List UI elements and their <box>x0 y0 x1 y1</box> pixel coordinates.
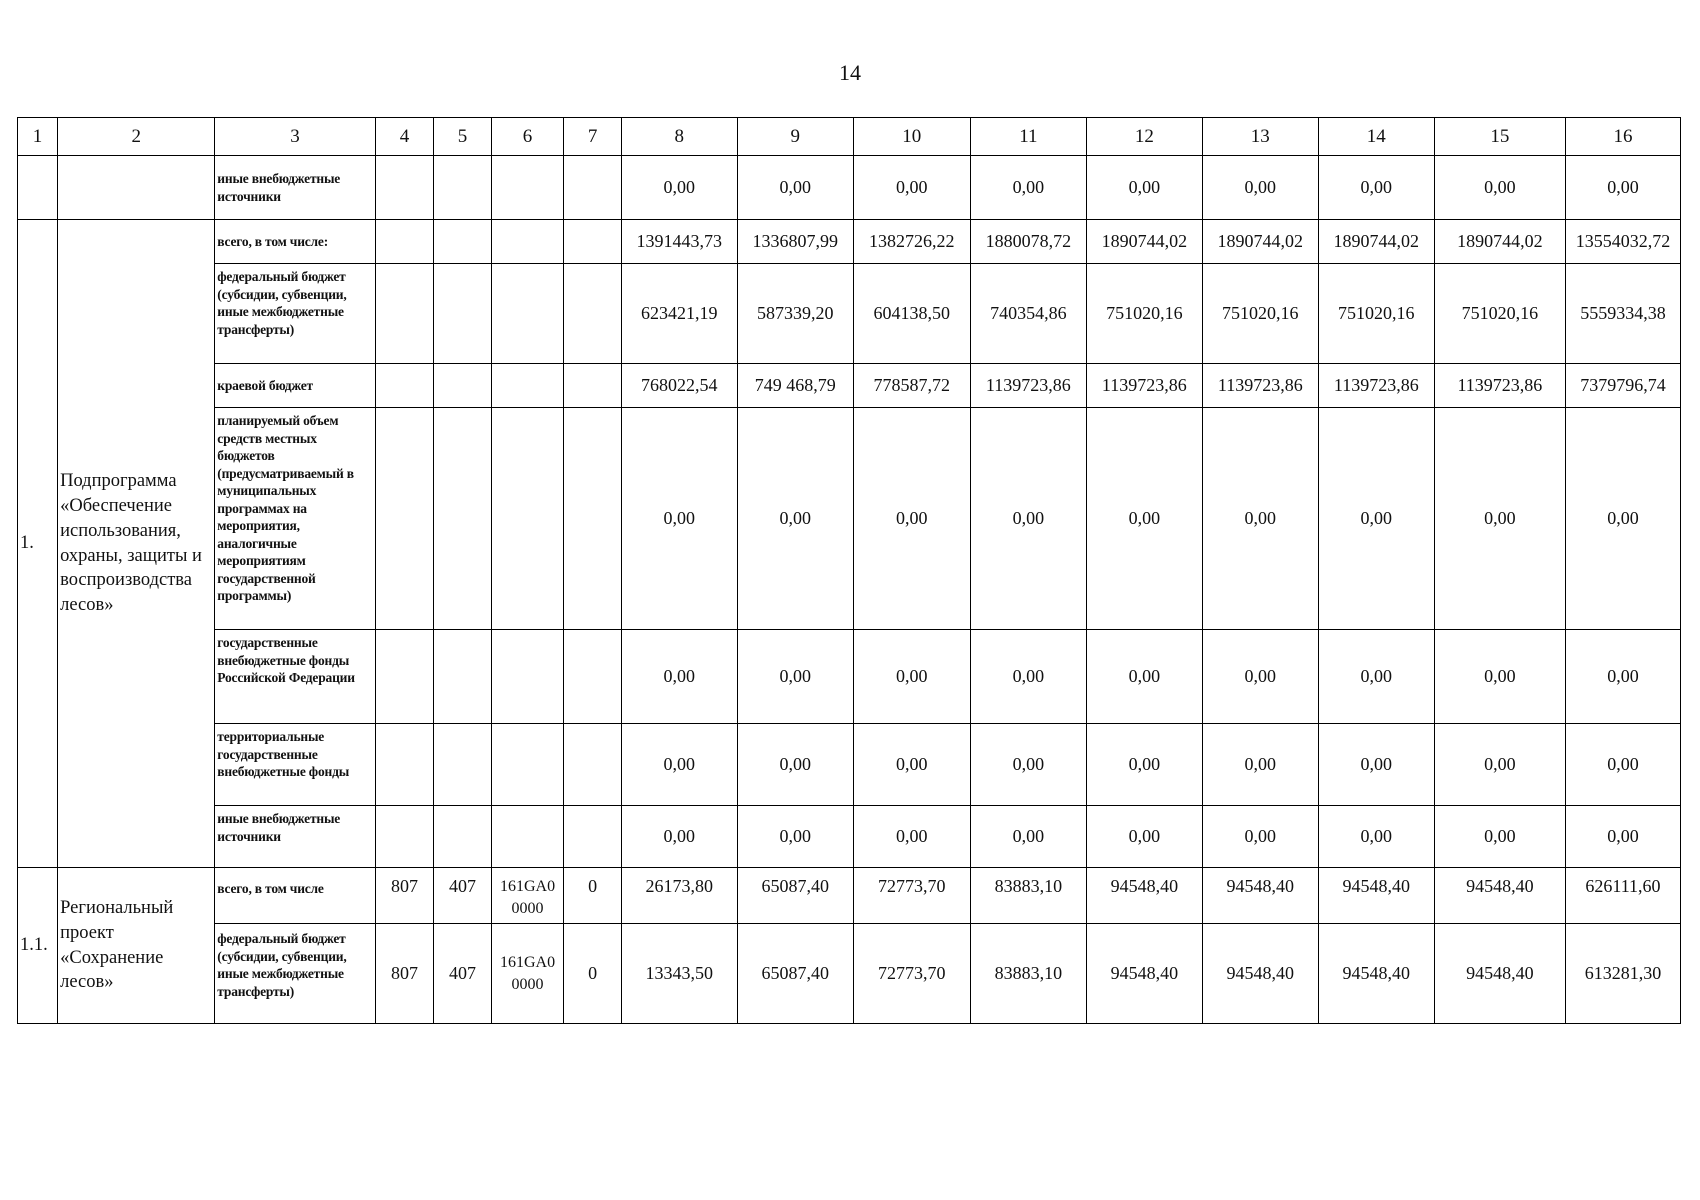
table-row <box>18 156 1681 220</box>
value-cell: 1139723,86 <box>1086 364 1202 408</box>
empty-cell <box>564 630 621 724</box>
code-cell: 407 <box>434 924 491 1024</box>
empty-cell <box>491 156 564 220</box>
value-cell: 13554032,72 <box>1565 220 1680 264</box>
value-cell: 1890744,02 <box>1086 220 1202 264</box>
value-cell: 0,00 <box>1434 408 1565 630</box>
table-row <box>18 408 1681 630</box>
empty-cell <box>564 156 621 220</box>
empty-cell <box>434 220 491 264</box>
value-cell: 778587,72 <box>853 364 970 408</box>
funding-source: краевой бюджет <box>215 364 375 408</box>
empty-cell <box>491 806 564 868</box>
value-cell: 94548,40 <box>1318 924 1434 1024</box>
value-cell: 94548,40 <box>1318 868 1434 924</box>
col-header: 12 <box>1086 118 1202 156</box>
row-index: 1. <box>18 220 58 868</box>
col-header: 14 <box>1318 118 1434 156</box>
value-cell: 0,00 <box>1434 630 1565 724</box>
value-cell: 0,00 <box>853 806 970 868</box>
code-cell: 161GA0 0000 <box>491 924 564 1024</box>
empty-cell <box>434 724 491 806</box>
value-cell: 0,00 <box>1318 630 1434 724</box>
code-cell: 161GA0 0000 <box>491 868 564 924</box>
value-cell: 83883,10 <box>970 868 1086 924</box>
value-cell: 0,00 <box>1318 408 1434 630</box>
empty-cell <box>434 264 491 364</box>
value-cell: 604138,50 <box>853 264 970 364</box>
value-cell: 0,00 <box>970 408 1086 630</box>
value-cell: 0,00 <box>853 156 970 220</box>
table-row <box>18 364 1681 408</box>
value-cell: 0,00 <box>1086 630 1202 724</box>
col-header: 1 <box>18 118 58 156</box>
empty-cell <box>491 408 564 630</box>
value-cell: 0,00 <box>853 724 970 806</box>
empty-cell <box>375 364 434 408</box>
value-cell: 94548,40 <box>1086 924 1202 1024</box>
empty-cell <box>491 364 564 408</box>
col-header: 8 <box>621 118 737 156</box>
value-cell: 5559334,38 <box>1565 264 1680 364</box>
value-cell: 1890744,02 <box>1318 220 1434 264</box>
col-header: 10 <box>853 118 970 156</box>
value-cell: 0,00 <box>1318 724 1434 806</box>
col-header: 7 <box>564 118 621 156</box>
col-header: 9 <box>737 118 853 156</box>
value-cell: 0,00 <box>1318 806 1434 868</box>
code-cell: 407 <box>434 868 491 924</box>
value-cell: 0,00 <box>621 630 737 724</box>
value-cell: 1139723,86 <box>1434 364 1565 408</box>
empty-cell <box>375 724 434 806</box>
value-cell: 0,00 <box>853 630 970 724</box>
value-cell: 0,00 <box>621 724 737 806</box>
empty-cell <box>491 264 564 364</box>
empty-cell <box>375 408 434 630</box>
value-cell: 0,00 <box>737 156 853 220</box>
value-cell: 626111,60 <box>1565 868 1680 924</box>
value-cell: 0,00 <box>1565 630 1680 724</box>
value-cell: 751020,16 <box>1086 264 1202 364</box>
value-cell: 751020,16 <box>1202 264 1318 364</box>
funding-source: федеральный бюджет (субсидии, субвенции, иные межбюджетные трансферты) <box>215 264 375 364</box>
value-cell: 751020,16 <box>1434 264 1565 364</box>
value-cell: 0,00 <box>970 630 1086 724</box>
value-cell: 26173,80 <box>621 868 737 924</box>
value-cell: 1139723,86 <box>970 364 1086 408</box>
empty-cell <box>564 408 621 630</box>
empty-cell <box>564 364 621 408</box>
value-cell: 1336807,99 <box>737 220 853 264</box>
value-cell: 1391443,73 <box>621 220 737 264</box>
value-cell: 0,00 <box>1202 806 1318 868</box>
value-cell: 0,00 <box>853 408 970 630</box>
code-cell: 807 <box>375 924 434 1024</box>
value-cell: 749 468,79 <box>737 364 853 408</box>
program-name: Подпрограмма «Обеспечение использования, охраны, защиты и воспроизводства лесов» <box>58 220 215 868</box>
col-header: 4 <box>375 118 434 156</box>
empty-cell <box>434 806 491 868</box>
column-header-row <box>18 118 1681 156</box>
col-header: 16 <box>1565 118 1680 156</box>
budget-table <box>17 117 1681 1024</box>
value-cell: 0,00 <box>1434 724 1565 806</box>
col-header: 13 <box>1202 118 1318 156</box>
value-cell: 13343,50 <box>621 924 737 1024</box>
value-cell: 0,00 <box>1086 156 1202 220</box>
value-cell: 0,00 <box>1434 806 1565 868</box>
value-cell: 0,00 <box>1202 724 1318 806</box>
funding-source: всего, в том числе <box>215 868 375 924</box>
funding-source: территориальные государственные внебюджетные фонды <box>215 724 375 806</box>
value-cell: 0,00 <box>970 806 1086 868</box>
funding-source: планируемый объем средств местных бюджетов (предусматриваемый в муниципальных программах на мероприятия, аналогичные мероприятиям государственной программы) <box>215 408 375 630</box>
funding-source: федеральный бюджет (субсидии, субвенции, иные межбюджетные трансферты) <box>215 924 375 1024</box>
value-cell: 0,00 <box>1434 156 1565 220</box>
value-cell: 0,00 <box>621 156 737 220</box>
value-cell: 1139723,86 <box>1318 364 1434 408</box>
value-cell: 94548,40 <box>1434 868 1565 924</box>
value-cell: 751020,16 <box>1318 264 1434 364</box>
value-cell: 0,00 <box>1202 156 1318 220</box>
value-cell: 94548,40 <box>1202 868 1318 924</box>
col-header: 3 <box>215 118 375 156</box>
value-cell: 613281,30 <box>1565 924 1680 1024</box>
value-cell: 0,00 <box>1086 806 1202 868</box>
empty-cell <box>375 806 434 868</box>
empty-cell <box>491 724 564 806</box>
page-number: 14 <box>839 60 861 85</box>
empty-cell <box>434 156 491 220</box>
col-header: 2 <box>58 118 215 156</box>
value-cell: 65087,40 <box>737 868 853 924</box>
value-cell: 0,00 <box>1565 806 1680 868</box>
funding-source: иные внебюджетные источники <box>215 156 375 220</box>
value-cell: 72773,70 <box>853 924 970 1024</box>
empty-cell <box>434 364 491 408</box>
value-cell: 0,00 <box>970 156 1086 220</box>
empty-cell <box>564 724 621 806</box>
row-index: 1.1. <box>18 868 58 1024</box>
empty-cell <box>491 220 564 264</box>
value-cell: 94548,40 <box>1434 924 1565 1024</box>
value-cell: 768022,54 <box>621 364 737 408</box>
value-cell: 0,00 <box>737 724 853 806</box>
value-cell: 0,00 <box>1086 408 1202 630</box>
funding-source: государственные внебюджетные фонды Российской Федерации <box>215 630 375 724</box>
empty-cell <box>434 408 491 630</box>
col-header: 11 <box>970 118 1086 156</box>
empty-cell <box>564 264 621 364</box>
value-cell: 83883,10 <box>970 924 1086 1024</box>
value-cell: 0,00 <box>737 806 853 868</box>
value-cell: 0,00 <box>970 724 1086 806</box>
col-header: 5 <box>434 118 491 156</box>
value-cell: 1890744,02 <box>1434 220 1565 264</box>
value-cell: 623421,19 <box>621 264 737 364</box>
value-cell: 0,00 <box>737 630 853 724</box>
empty-cell <box>375 630 434 724</box>
code-cell: 0 <box>564 924 621 1024</box>
table-row <box>18 724 1681 806</box>
col-header: 15 <box>1434 118 1565 156</box>
value-cell: 0,00 <box>1202 408 1318 630</box>
table-row <box>18 806 1681 868</box>
value-cell: 0,00 <box>1565 408 1680 630</box>
value-cell: 0,00 <box>621 408 737 630</box>
project-name: Региональный проект «Сохранение лесов» <box>58 868 215 1024</box>
empty-cell <box>491 630 564 724</box>
empty-cell <box>564 806 621 868</box>
value-cell: 740354,86 <box>970 264 1086 364</box>
value-cell: 1880078,72 <box>970 220 1086 264</box>
empty-cell <box>58 156 215 220</box>
code-cell: 0 <box>564 868 621 924</box>
value-cell: 0,00 <box>737 408 853 630</box>
empty-cell <box>18 156 58 220</box>
value-cell: 0,00 <box>1202 630 1318 724</box>
value-cell: 0,00 <box>1565 724 1680 806</box>
empty-cell <box>375 264 434 364</box>
value-cell: 72773,70 <box>853 868 970 924</box>
value-cell: 94548,40 <box>1202 924 1318 1024</box>
empty-cell <box>564 220 621 264</box>
value-cell: 65087,40 <box>737 924 853 1024</box>
value-cell: 1382726,22 <box>853 220 970 264</box>
code-cell: 807 <box>375 868 434 924</box>
value-cell: 7379796,74 <box>1565 364 1680 408</box>
empty-cell <box>434 630 491 724</box>
value-cell: 0,00 <box>1318 156 1434 220</box>
col-header: 6 <box>491 118 564 156</box>
value-cell: 1139723,86 <box>1202 364 1318 408</box>
table-row <box>18 264 1681 364</box>
table-row <box>18 868 1681 924</box>
value-cell: 0,00 <box>1565 156 1680 220</box>
value-cell: 1890744,02 <box>1202 220 1318 264</box>
value-cell: 94548,40 <box>1086 868 1202 924</box>
value-cell: 0,00 <box>1086 724 1202 806</box>
empty-cell <box>375 220 434 264</box>
value-cell: 0,00 <box>621 806 737 868</box>
funding-source: иные внебюджетные источники <box>215 806 375 868</box>
table-row <box>18 220 1681 264</box>
funding-source: всего, в том числе: <box>215 220 375 264</box>
table-row <box>18 630 1681 724</box>
empty-cell <box>375 156 434 220</box>
value-cell: 587339,20 <box>737 264 853 364</box>
table-row <box>18 924 1681 1024</box>
